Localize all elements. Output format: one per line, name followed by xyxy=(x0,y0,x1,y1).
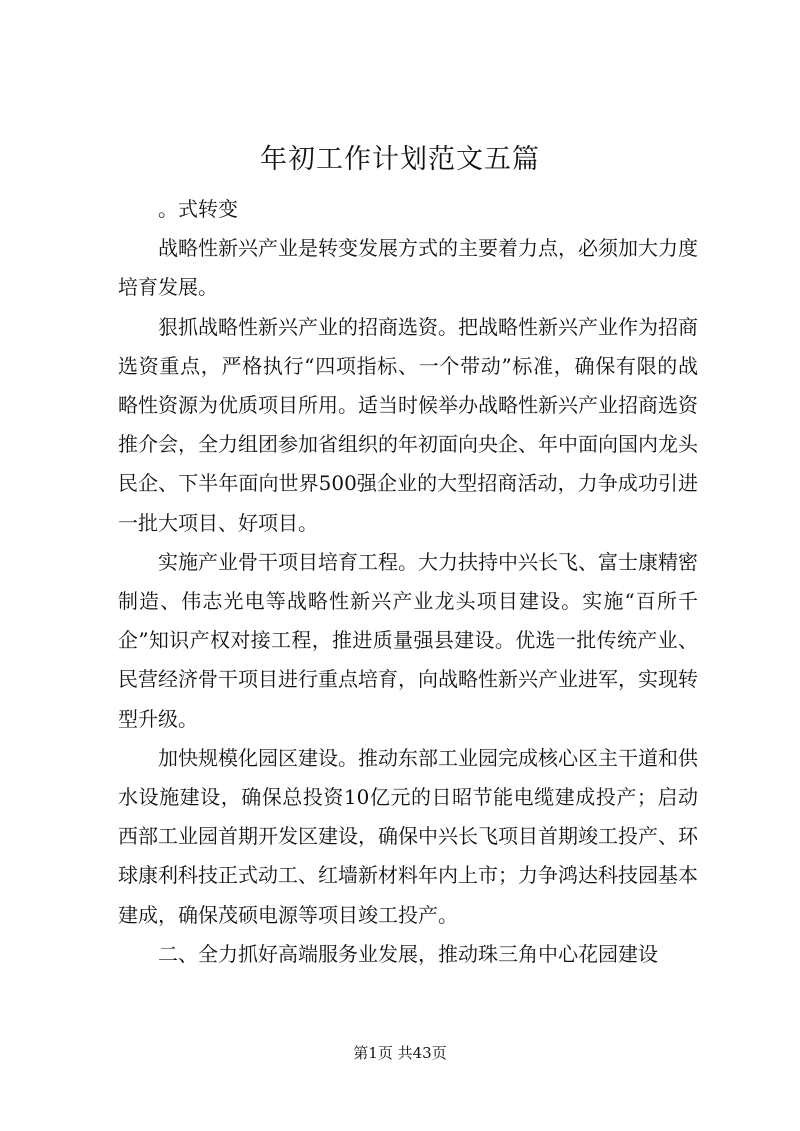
paragraph: 实施产业骨干项目培育工程。大力扶持中兴长飞、富士康精密制造、伟志光电等战略性新兴产业龙头项目建设。实施“百所千企”知识产权对接工程，推进质量强县建设。优选一批传统产业、民营经济骨干项目进行重点培育，向战略性新兴产业进军，实现转型升级。 xyxy=(118,549,698,731)
paragraph: 战略性新兴产业是转变发展方式的主要着力点，必须加大力度培育发展。 xyxy=(118,236,698,300)
paragraph: 加快规模化园区建设。推动东部工业园完成核心区主干道和供水设施建设，确保总投资10亿元的日昭节能电缆建成投产；启动西部工业园首期开发区建设，确保中兴长飞项目首期竣工投产、环球康利科技正式动工、红墙新材料年内上市；力争鸿达科技园基本建成，确保茂硕电源等项目竣工投产。 xyxy=(118,745,698,927)
paragraph: 。式转变 xyxy=(158,197,238,221)
document-title: 年初工作计划范文五篇 xyxy=(260,144,540,175)
paragraph: 狠抓战略性新兴产业的招商选资。把战略性新兴产业作为招商选资重点，严格执行“四项指标、一个带动”标准，确保有限的战略性资源为优质项目所用。适当时候举办战略性新兴产业招商选资推介会，全力组团参加省组织的年初面向央企、年中面向国内龙头民企、下半年面向世界500强企业的大型招商活动，力争成功引进一批大项目、好项目。 xyxy=(118,314,698,535)
document-body xyxy=(118,190,698,974)
paragraph: 二、全力抓好高端服务业发展，推动珠三角中心花园建设 xyxy=(158,941,658,966)
page-number-footer: 第1页 共43页 xyxy=(353,1044,447,1062)
